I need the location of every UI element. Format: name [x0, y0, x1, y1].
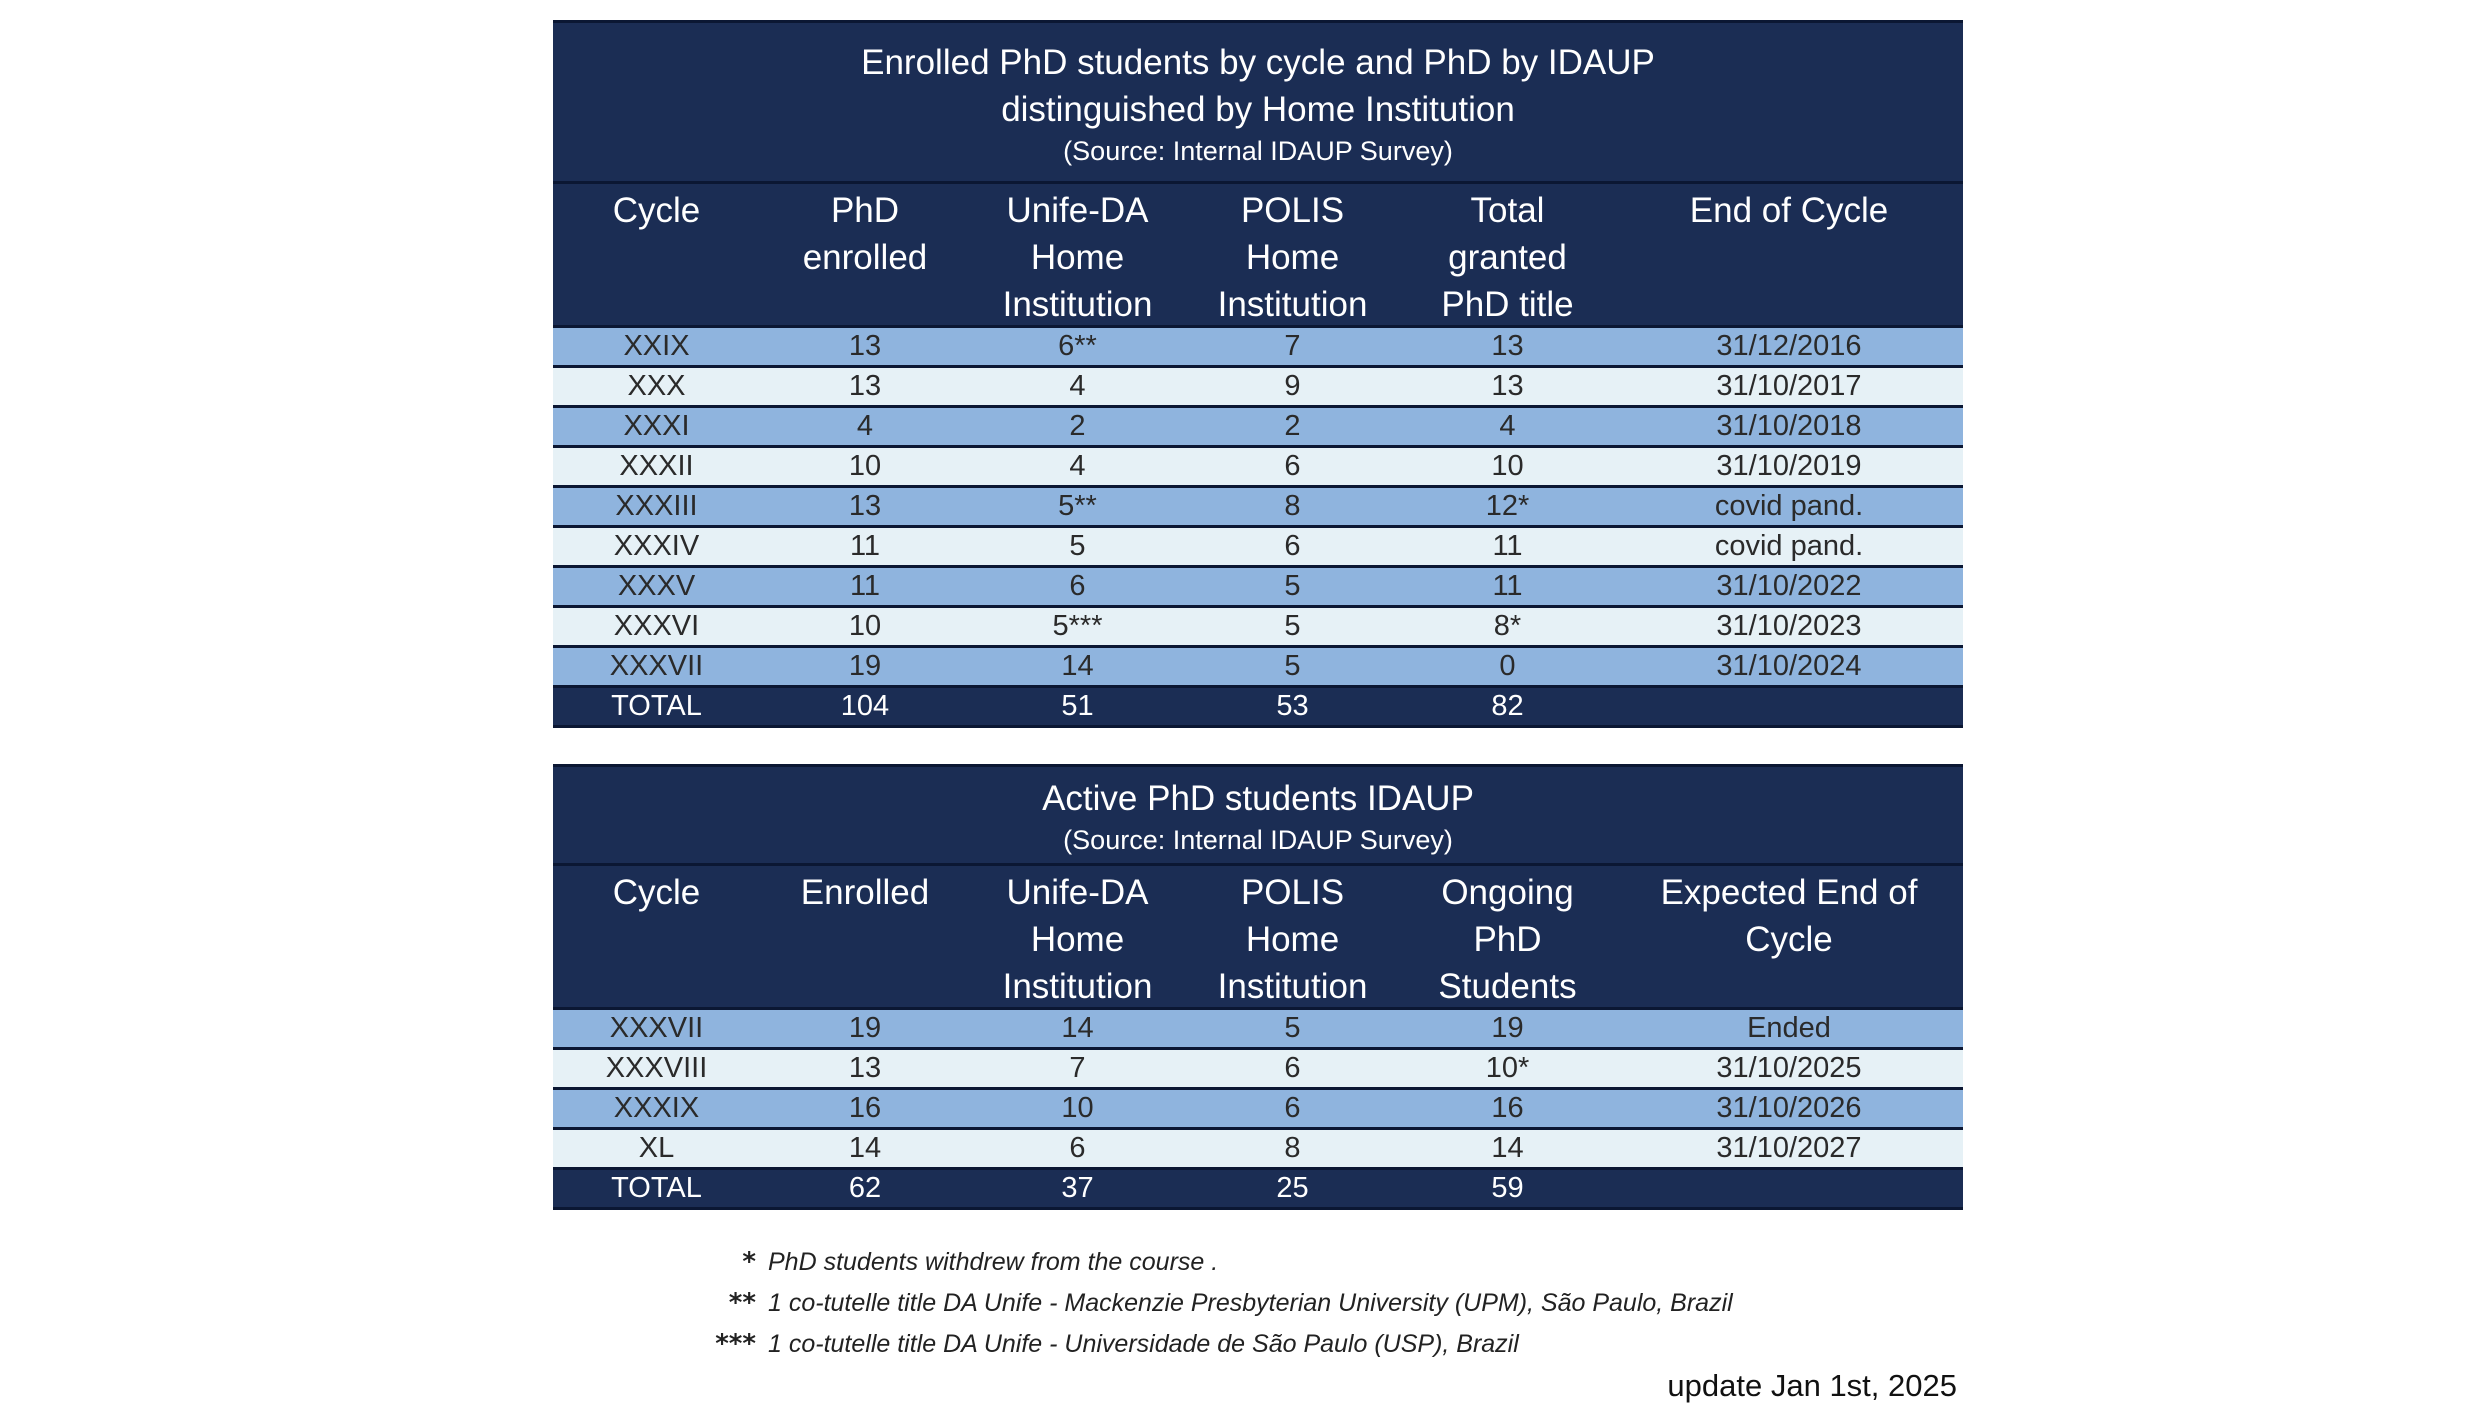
column-header-end-of-cycle: End of Cycle [1689, 191, 1889, 230]
table-cell: 31/10/2027 [1716, 1132, 1862, 1164]
footnote-text: 1 co-tutelle title DA Unife - Mackenzie Presbyterian University (UPM), São Paulo, Brazil [768, 1289, 1733, 1317]
table-cell: 6 [1284, 450, 1301, 482]
table-cell: 5 [1284, 650, 1301, 682]
table-cell: 6** [1058, 330, 1097, 362]
table-cell: 31/12/2016 [1716, 330, 1862, 362]
table-cell: 13 [1491, 330, 1524, 362]
column-header-expected-end: Expected End of Cycle [1660, 873, 1918, 959]
table-cell: TOTAL [611, 1172, 702, 1204]
table-cell: 10 [848, 450, 882, 482]
footnote [680, 1283, 1980, 1324]
table-header-row [553, 866, 1963, 1010]
table-cell: XXXI [623, 410, 690, 442]
column-header-polis: POLIS Home Institution [1217, 191, 1368, 324]
table-cell: 19 [848, 650, 882, 682]
column-header-ongoing: Ongoing PhD Students [1438, 873, 1577, 1006]
table-source: (Source: Internal IDAUP Survey) [1063, 136, 1453, 166]
table-cell: 11 [849, 530, 881, 562]
table-row [553, 408, 1963, 448]
table-cell: 16 [1491, 1092, 1524, 1124]
table-cell: 5** [1058, 490, 1097, 522]
table-cell: TOTAL [611, 690, 702, 722]
table-cell: 37 [1061, 1172, 1094, 1204]
table-cell: 31/10/2022 [1716, 570, 1862, 602]
table-cell: 2 [1069, 410, 1086, 442]
column-header-cycle: Cycle [612, 191, 701, 230]
table-row [553, 368, 1963, 408]
update-note: update Jan 1st, 2025 [1667, 1368, 1957, 1403]
table-cell: 6 [1069, 570, 1086, 602]
footnotes [680, 1242, 1980, 1365]
table-cell: XXXII [619, 450, 694, 482]
table-cell: XL [638, 1132, 675, 1164]
table-cell: 31/10/2019 [1716, 450, 1862, 482]
table-cell: 5 [1069, 530, 1086, 562]
table-row [553, 528, 1963, 568]
footnote [680, 1242, 1980, 1283]
table-cell: 13 [848, 370, 882, 402]
table-cell: XXXIII [615, 490, 698, 522]
column-header-unife-da: Unife-DA Home Institution [1002, 191, 1153, 324]
table-cell: 8* [1493, 610, 1522, 642]
table-row [553, 488, 1963, 528]
table-cell: 5 [1284, 1012, 1301, 1044]
column-header-polis: POLIS Home Institution [1217, 873, 1368, 1006]
table-cell: 5 [1284, 570, 1301, 602]
table-cell: 14 [1061, 650, 1094, 682]
column-header-enrolled: Enrolled [800, 873, 930, 912]
table-cell: 16 [848, 1092, 882, 1124]
table-cell: 10 [1491, 450, 1524, 482]
footnote-mark: * [742, 1247, 756, 1277]
footnote-text: PhD students withdrew from the course . [768, 1248, 1219, 1276]
table-row [553, 1050, 1963, 1090]
table-total-row [553, 688, 1963, 725]
enrolled-phd-table [553, 20, 1963, 728]
table-cell: 4 [1069, 450, 1086, 482]
table-cell: 6 [1284, 530, 1301, 562]
table-cell: XXXVII [609, 650, 704, 682]
table-cell: 5 [1284, 610, 1301, 642]
table-cell: 12* [1485, 490, 1530, 522]
table-cell: 31/10/2024 [1716, 650, 1862, 682]
table-cell: 6 [1284, 1052, 1301, 1084]
table-cell: 4 [856, 410, 874, 442]
footnote-mark: ** [728, 1288, 756, 1318]
table-cell: 31/10/2025 [1716, 1052, 1862, 1084]
table-row [553, 328, 1963, 368]
table-cell: 8 [1284, 1132, 1301, 1164]
table-cell: XXXVI [613, 610, 700, 642]
table-cell: 82 [1491, 690, 1524, 722]
table-body [553, 1010, 1963, 1170]
table-cell: covid pand. [1714, 490, 1864, 522]
table-cell: 0 [1499, 650, 1516, 682]
table-cell: Ended [1747, 1012, 1831, 1044]
table-cell: 8 [1284, 490, 1301, 522]
table-cell: 5*** [1052, 610, 1103, 642]
footnote-mark: *** [715, 1329, 756, 1359]
column-header-cycle: Cycle [612, 873, 701, 912]
table-cell: 11 [1492, 570, 1523, 602]
table-cell: 25 [1276, 1172, 1309, 1204]
table-header-row [553, 184, 1963, 328]
table-cell: 51 [1061, 690, 1094, 722]
footnote-text: 1 co-tutelle title DA Unife - Universidade de São Paulo (USP), Brazil [768, 1330, 1519, 1358]
table-cell: 10* [1485, 1052, 1530, 1084]
table-cell: 9 [1284, 370, 1301, 402]
table-cell: 4 [1069, 370, 1086, 402]
table-cell: 31/10/2026 [1716, 1092, 1862, 1124]
table-cell: 6 [1069, 1132, 1086, 1164]
table-title-block [553, 23, 1963, 184]
table-cell: covid pand. [1714, 530, 1864, 562]
table-cell: 13 [848, 330, 882, 362]
column-header-phd-enrolled: PhD enrolled [802, 191, 928, 277]
table-cell: 31/10/2017 [1716, 370, 1862, 402]
table-cell: 13 [848, 1052, 882, 1084]
table-body [553, 328, 1963, 688]
table-cell: 10 [1061, 1092, 1094, 1124]
column-header-total-granted: Total granted PhD title [1441, 191, 1574, 324]
table-row [553, 1090, 1963, 1130]
table-cell: 13 [848, 490, 882, 522]
table-row [553, 1010, 1963, 1050]
footnote [680, 1324, 1980, 1365]
table-title-line-2: distinguished by Home Institution [1001, 90, 1515, 129]
table-cell: 7 [1284, 330, 1301, 362]
table-title-line-1: Enrolled PhD students by cycle and PhD by IDAUP [861, 43, 1655, 82]
table-cell: 11 [1492, 530, 1523, 562]
table-cell [1615, 1170, 1963, 1207]
table-cell: 10 [848, 610, 882, 642]
table-cell: 31/10/2018 [1716, 410, 1862, 442]
table-cell: XXXV [617, 570, 696, 602]
table-cell: XXIX [623, 330, 690, 362]
table-cell: XXXIX [613, 1092, 700, 1124]
table-cell [1615, 688, 1963, 725]
column-header-unife-da: Unife-DA Home Institution [1002, 873, 1153, 1006]
table-cell: 59 [1491, 1172, 1524, 1204]
table-cell: 7 [1069, 1052, 1086, 1084]
table-title-line-1: Active PhD students IDAUP [1042, 779, 1474, 818]
table-cell: 14 [848, 1132, 882, 1164]
table-cell: 104 [840, 690, 890, 722]
table-cell: 62 [848, 1172, 882, 1204]
table-cell: 19 [848, 1012, 882, 1044]
table-row [553, 1130, 1963, 1170]
active-phd-table [553, 764, 1963, 1210]
table-source: (Source: Internal IDAUP Survey) [1063, 825, 1453, 855]
table-title-block [553, 767, 1963, 866]
table-cell: 14 [1491, 1132, 1524, 1164]
table-cell: 13 [1491, 370, 1524, 402]
table-cell: XXX [627, 370, 686, 402]
table-cell: 6 [1284, 1092, 1301, 1124]
table-cell: 31/10/2023 [1716, 610, 1862, 642]
table-row [553, 608, 1963, 648]
table-row [553, 648, 1963, 688]
table-cell: 14 [1061, 1012, 1094, 1044]
table-row [553, 448, 1963, 488]
table-cell: 19 [1491, 1012, 1524, 1044]
table-cell: 2 [1284, 410, 1301, 442]
table-row [553, 568, 1963, 608]
table-cell: XXXVIII [605, 1052, 708, 1084]
table-cell: 11 [849, 570, 881, 602]
table-cell: 4 [1499, 410, 1516, 442]
table-cell: XXXVII [609, 1012, 704, 1044]
table-cell: XXXIV [613, 530, 700, 562]
table-total-row [553, 1170, 1963, 1207]
table-cell: 53 [1276, 690, 1309, 722]
